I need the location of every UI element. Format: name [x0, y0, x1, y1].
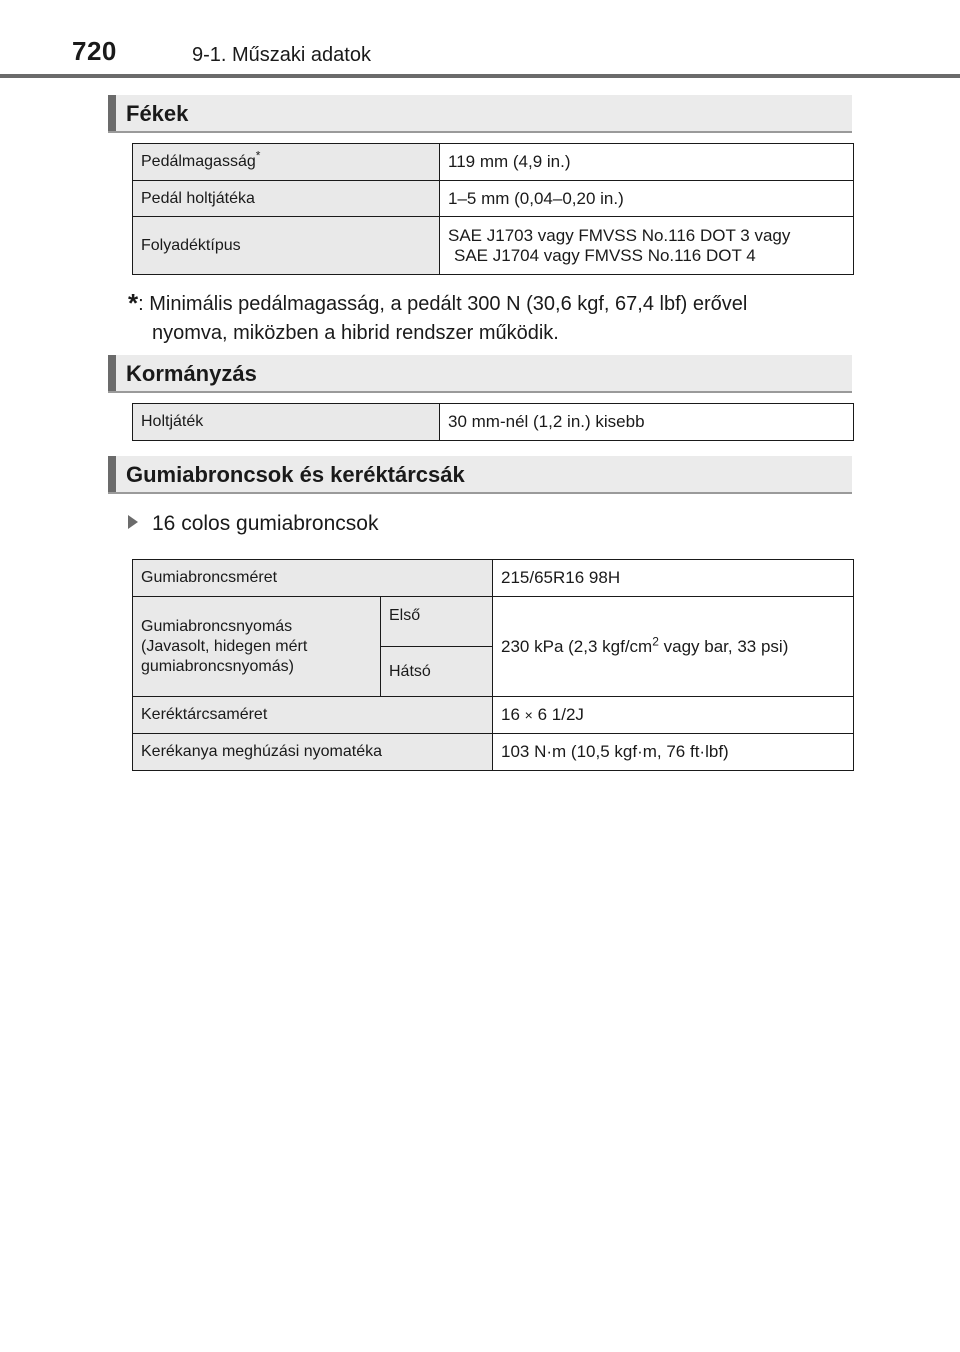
page-header	[0, 0, 960, 78]
tire-size-bullet	[128, 512, 378, 536]
table-label: Pedál holtjátéka	[133, 181, 440, 217]
heading-accent-bar	[108, 95, 116, 131]
tires-table	[132, 559, 854, 771]
table-row	[133, 697, 854, 734]
table-value: 1–5 mm (0,04–0,20 in.)	[440, 181, 854, 217]
table-label: Gumiabroncsméret	[133, 560, 493, 597]
table-row	[133, 404, 854, 441]
page-number: 720	[72, 36, 117, 66]
table-value	[440, 217, 854, 275]
bullet-text: 16 colos gumiabroncsok	[152, 512, 379, 535]
table-label	[133, 597, 381, 697]
value-line: SAE J1703 vagy FMVSS No.116 DOT 3 vagy	[448, 225, 791, 245]
section-heading-steering	[108, 355, 852, 393]
table-label: Kerékanya meghúzási nyomatéka	[133, 734, 493, 771]
footnote-line: : Minimális pedálmagasság, a pedált 300 N (30,6 kgf, 67,4 lbf) erővel	[138, 293, 748, 315]
label-line: Gumiabroncsnyomás	[141, 617, 293, 635]
brakes-table	[132, 143, 854, 275]
table-row	[133, 597, 854, 647]
table-row	[133, 217, 854, 275]
table-value: 230 kPa (2,3 kgf/$cm^2$ vagy bar, 33 psi)	[493, 597, 854, 697]
table-value: 215/65R16 98H	[493, 560, 854, 597]
table-row	[133, 144, 854, 181]
table-label: Holtjáték	[133, 404, 440, 441]
label-line: gumiabroncsnyomás)	[141, 657, 294, 675]
section-heading-brakes	[108, 95, 852, 133]
table-row	[133, 560, 854, 597]
footnote	[128, 285, 852, 344]
footnote-mark: *	[128, 288, 139, 318]
section-heading-tires	[108, 456, 852, 494]
table-row	[133, 181, 854, 217]
section-title: 9-1. Műszaki adatok	[192, 44, 371, 66]
value-line: SAE J1704 vagy FMVSS No.116 DOT 4	[454, 245, 756, 265]
table-value: 30 mm-nél (1,2 in.) kisebb	[440, 404, 854, 441]
heading-text: Kormányzás	[126, 361, 257, 386]
table-value: 119 mm (4,9 in.)	[440, 144, 854, 181]
heading-accent-bar	[108, 355, 116, 391]
footnote-line: nyomva, miközben a hibrid rendszer működik.	[152, 322, 559, 344]
table-label: Keréktárcsaméret	[133, 697, 493, 734]
heading-text: Fékek	[126, 101, 189, 126]
label-line: (Javasolt, hidegen mért	[141, 637, 308, 655]
heading-accent-bar	[108, 456, 116, 492]
table-value: 103 N·m (10,5 kgf·m, 76 ft·lbf)	[493, 734, 854, 771]
heading-text: Gumiabroncsok és keréktárcsák	[126, 462, 465, 487]
table-value: 16 × 6 1/2J	[493, 697, 854, 734]
footnote-mark: *	[255, 148, 261, 163]
triangle-bullet-icon	[128, 515, 138, 529]
table-label-rear: Hátsó	[381, 647, 493, 697]
table-label: Pedálmagasság*	[133, 144, 440, 181]
table-label-front: Első	[381, 597, 493, 647]
steering-table	[132, 403, 854, 441]
table-row	[133, 734, 854, 771]
table-label: Folyadéktípus	[133, 217, 440, 275]
header-rule	[0, 74, 960, 78]
